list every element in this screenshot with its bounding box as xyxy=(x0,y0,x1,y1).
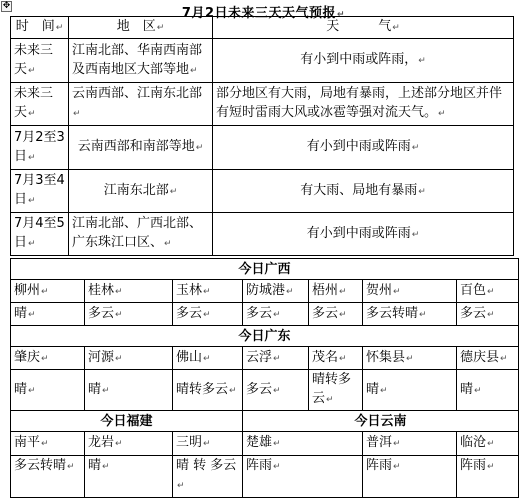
city-cell: 茂名↵ xyxy=(309,347,363,370)
weather-cell: 晴↵ xyxy=(11,303,85,326)
city-cell: 肇庆↵ xyxy=(11,347,85,370)
city-cell: 玉林↵ xyxy=(173,280,243,303)
forecast-row xyxy=(11,126,514,170)
forecast-time: 7月2至3日↵ xyxy=(11,126,69,170)
section-row xyxy=(11,259,519,280)
city-cell: 云浮↵ xyxy=(243,347,309,370)
city-cell: 百色↵ xyxy=(457,280,519,303)
page-title: 7月2日未来三天天气预报↵ xyxy=(181,6,346,21)
city-cell: 梧州↵ xyxy=(309,280,363,303)
city-row xyxy=(11,432,519,456)
weather-cell: 晴转多云↵ xyxy=(173,370,243,411)
weather-cell: 晴↵ xyxy=(457,370,519,411)
city-cell: 普洱↵ xyxy=(363,432,457,456)
section-title-yunnan: 今日云南 xyxy=(243,411,519,432)
section-title-guangdong: 今日广东 xyxy=(11,326,519,347)
weather-cell: 晴转多云↵ xyxy=(309,370,363,411)
weather-cell: 阵雨↵ xyxy=(457,456,519,498)
forecast-weather: 部分地区有大雨，局地有暴雨，上述部分地区并伴有短时雷雨大风或冰雹等强对流天气。↵ xyxy=(213,83,514,126)
header-weather: 天 气↵ xyxy=(213,17,514,39)
city-cell: 楚雄↵ xyxy=(243,432,363,456)
today-table xyxy=(10,258,519,498)
section-row xyxy=(11,326,519,347)
city-cell: 防城港↵ xyxy=(243,280,309,303)
section-title-fujian: 今日福建 xyxy=(11,411,243,432)
section-row xyxy=(11,411,519,432)
forecast-header-row xyxy=(11,17,514,39)
section-title-guangxi: 今日广西 xyxy=(11,259,519,280)
forecast-row xyxy=(11,170,514,213)
weather-cell: 多云↵ xyxy=(309,303,363,326)
forecast-row xyxy=(11,83,514,126)
city-cell: 怀集县↵ xyxy=(363,347,457,370)
weather-cell: 多云转晴↵ xyxy=(363,303,457,326)
weather-row xyxy=(11,303,519,326)
city-row xyxy=(11,280,519,303)
weather-cell: 多云转晴↵ xyxy=(11,456,85,498)
forecast-time: 未来三天↵ xyxy=(11,39,69,83)
forecast-row xyxy=(11,213,514,256)
forecast-row xyxy=(11,39,514,83)
forecast-weather: 有小到中雨或阵雨↵ xyxy=(213,126,514,170)
forecast-weather: 有小到中雨或阵雨，↵ xyxy=(213,39,514,83)
weather-cell: 晴↵ xyxy=(85,456,173,498)
forecast-region: 江南北部、广西北部、广东珠江口区、↵ xyxy=(69,213,213,256)
weather-cell: 多云↵ xyxy=(457,303,519,326)
city-cell: 佛山↵ xyxy=(173,347,243,370)
weather-cell: 多云↵ xyxy=(243,303,309,326)
forecast-weather: 有小到中雨或阵雨↵ xyxy=(213,213,514,256)
weather-cell: 晴↵ xyxy=(363,370,457,411)
city-cell: 临沧↵ xyxy=(457,432,519,456)
forecast-time: 7月3至4日↵ xyxy=(11,170,69,213)
city-cell: 三明↵ xyxy=(173,432,243,456)
weather-cell: 多云↵ xyxy=(85,303,173,326)
weather-cell: 阵雨↵ xyxy=(243,456,363,498)
forecast-region: 江南东北部↵ xyxy=(69,170,213,213)
header-time: 时 间↵ xyxy=(11,17,69,39)
forecast-weather: 有大雨、局地有暴雨↵ xyxy=(213,170,514,213)
weather-cell: 晴 转 多云↵ xyxy=(173,456,243,498)
city-cell: 柳州↵ xyxy=(11,280,85,303)
weather-cell: 晴↵ xyxy=(11,370,85,411)
forecast-region: 江南北部、华南西南部及西南地区大部等地↵ xyxy=(69,39,213,83)
header-region: 地 区↵ xyxy=(69,17,213,39)
forecast-region: 云南西部和南部等地↵ xyxy=(69,126,213,170)
city-cell: 贺州↵ xyxy=(363,280,457,303)
city-cell: 南平↵ xyxy=(11,432,85,456)
weather-cell: 多云↵ xyxy=(243,370,309,411)
city-cell: 龙岩↵ xyxy=(85,432,173,456)
forecast-time: 7月4至5日↵ xyxy=(11,213,69,256)
city-row xyxy=(11,347,519,370)
forecast-region: 云南西部、江南东北部↵ xyxy=(69,83,213,126)
forecast-time: 未来三天↵ xyxy=(11,83,69,126)
city-cell: 桂林↵ xyxy=(85,280,173,303)
weather-row xyxy=(11,370,519,411)
weather-row xyxy=(11,456,519,498)
forecast-table xyxy=(10,16,514,256)
city-cell: 河源↵ xyxy=(85,347,173,370)
weather-cell: 多云↵ xyxy=(173,303,243,326)
weather-cell: 晴↵ xyxy=(85,370,173,411)
table-move-handle[interactable]: ✥ xyxy=(2,1,11,11)
weather-cell: 阵雨↵ xyxy=(363,456,457,498)
city-cell: 德庆县↵ xyxy=(457,347,519,370)
